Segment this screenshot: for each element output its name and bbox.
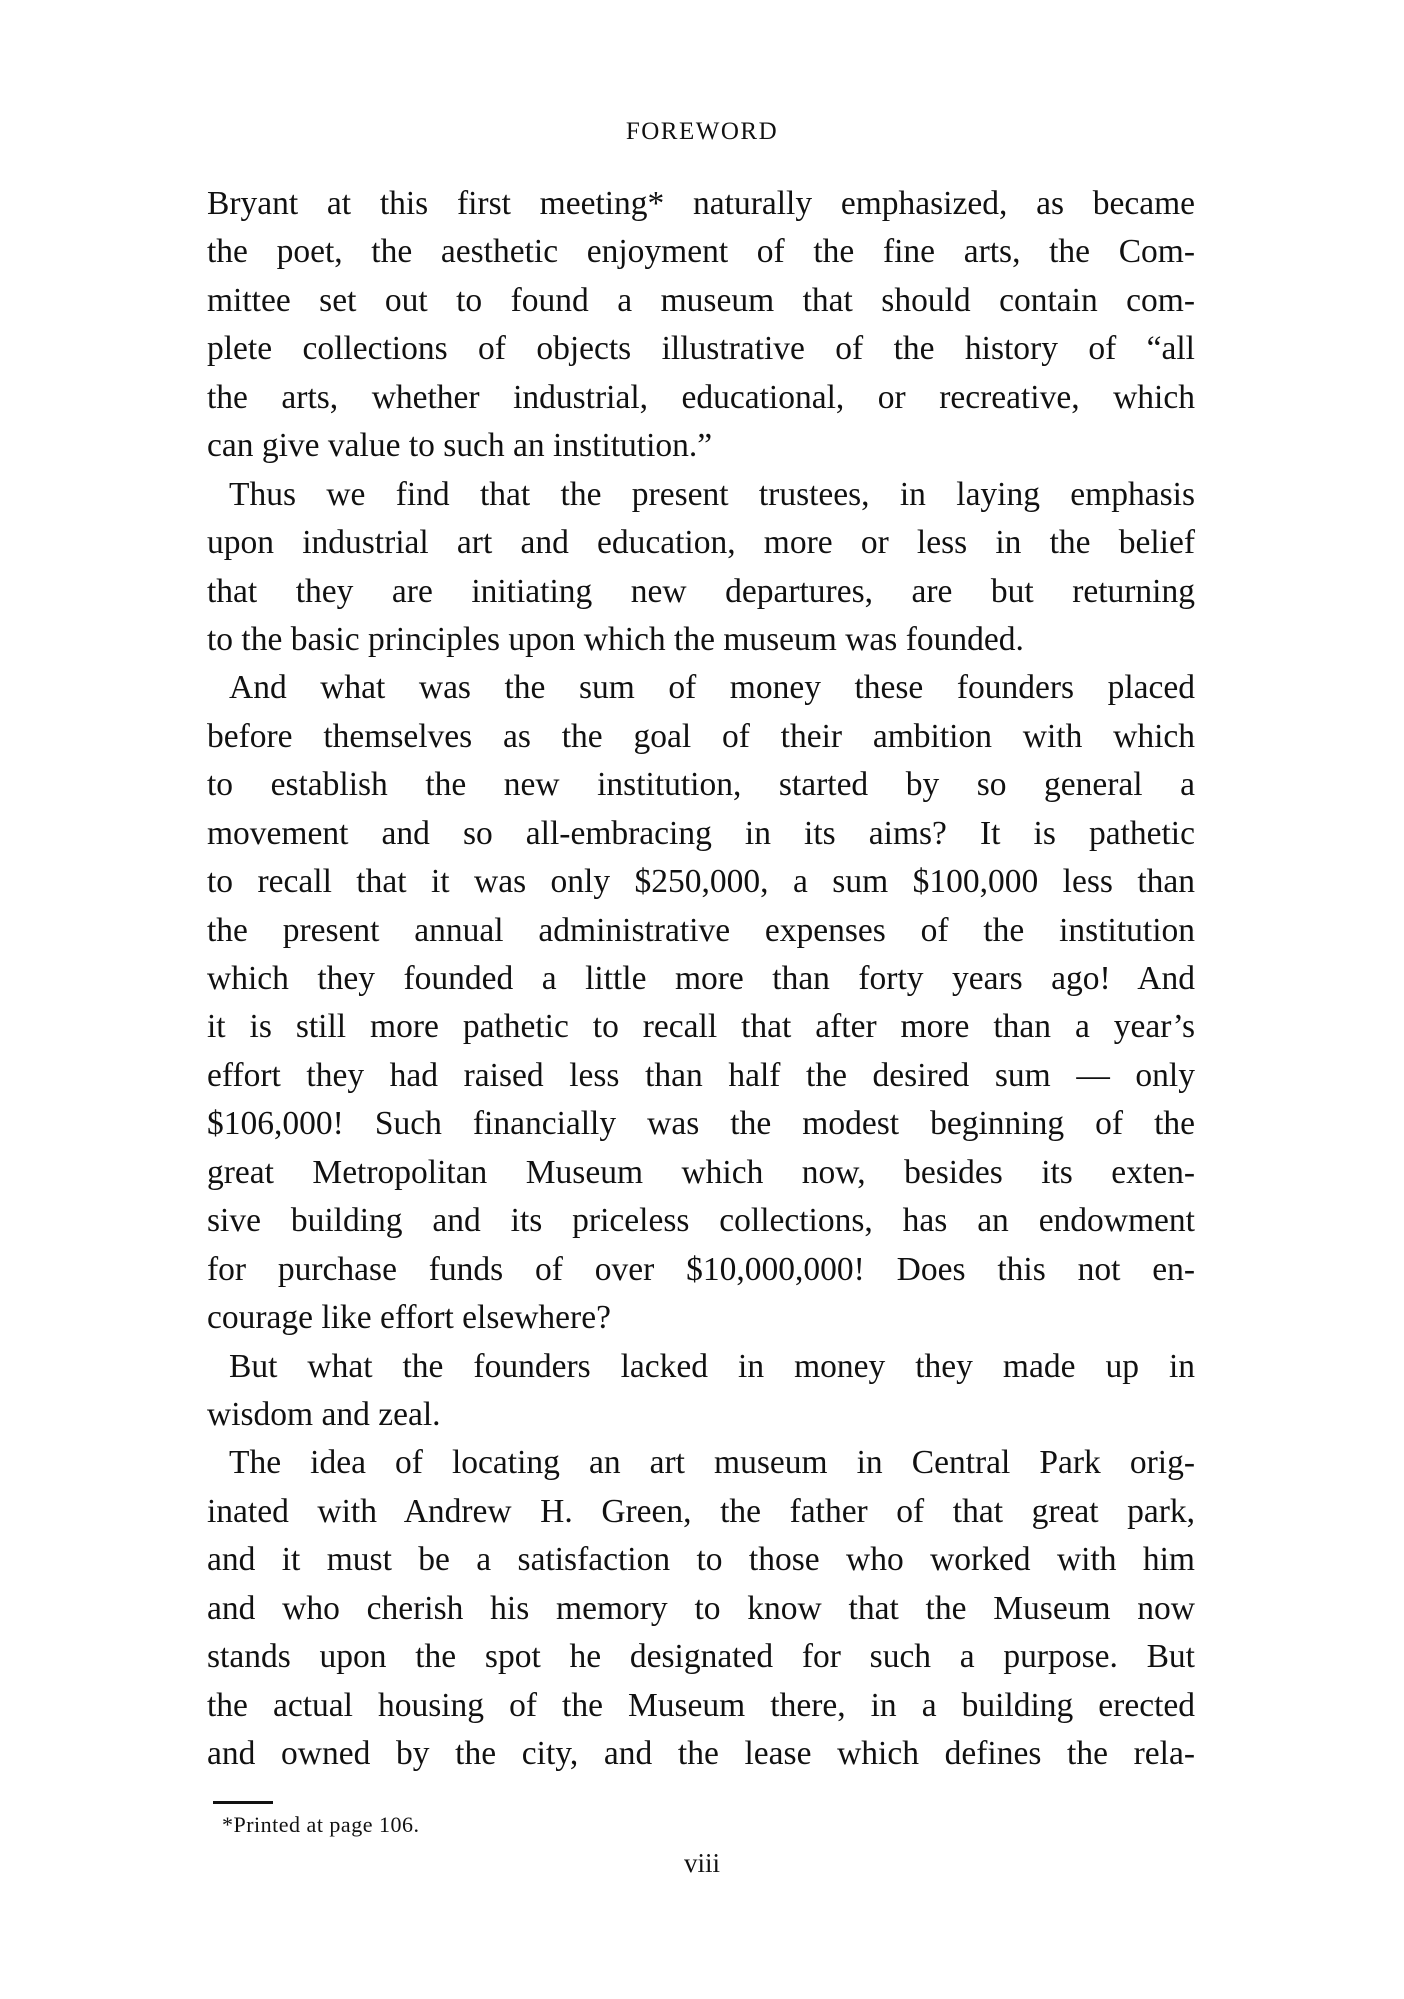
text-line: courage like effort elsewhere? <box>207 1299 611 1337</box>
text-line: and owned by the city, and the lease which defines the rela- <box>207 1735 1195 1772</box>
body-text <box>207 180 1195 1778</box>
page-number: viii <box>683 1848 720 1878</box>
text-line: to the basic principles upon which the museum was founded. <box>207 620 1024 658</box>
text-line: which they founded a little more than forty years ago! And <box>207 960 1195 997</box>
text-line: the arts, whether industrial, educational, or recreative, which <box>207 378 1195 416</box>
footnote-rule <box>213 1801 273 1804</box>
text-line: before themselves as the goal of their ambition with which <box>207 717 1195 755</box>
text-line: the present annual administrative expenses of the institution <box>207 911 1195 949</box>
text-line: But what the founders lacked in money they made up in <box>229 1347 1195 1385</box>
text-line: to recall that it was only $250,000, a sum $100,000 less than <box>207 863 1195 901</box>
text-line: great Metropolitan Museum which now, besides its exten- <box>207 1153 1195 1191</box>
text-line: Bryant at this first meeting* naturally emphasized, as became <box>207 185 1195 222</box>
text-line: the actual housing of the Museum there, in a building erected <box>207 1686 1195 1724</box>
text-line: stands upon the spot he designated for such a purpose. But <box>207 1638 1195 1676</box>
text-line: effort they had raised less than half the desired sum — only <box>207 1056 1195 1094</box>
text-line: and who cherish his memory to know that the Museum now <box>207 1589 1195 1627</box>
text-line: inated with Andrew H. Green, the father of that great park, <box>207 1492 1195 1530</box>
text-line: plete collections of objects illustrative of the history of “all <box>207 330 1195 368</box>
text-line: sive building and its priceless collections, has an endowment <box>207 1202 1195 1240</box>
text-line: Thus we find that the present trustees, in laying emphasis <box>229 475 1195 513</box>
text-line: wisdom and zeal. <box>207 1395 441 1433</box>
text-line: it is still more pathetic to recall that after more than a year’s <box>207 1008 1195 1046</box>
text-line: to establish the new institution, started by so general a <box>207 766 1195 804</box>
text-line: upon industrial art and education, more or less in the belief <box>207 524 1195 562</box>
text-line: the poet, the aesthetic enjoyment of the fine arts, the Com- <box>207 233 1195 271</box>
text-line: for purchase funds of over $10,000,000! Does this not en- <box>207 1250 1195 1288</box>
text-line: and it must be a satisfaction to those who worked with him <box>207 1541 1195 1579</box>
text-line: $106,000! Such financially was the modest beginning of the <box>207 1105 1195 1143</box>
text-line: The idea of locating an art museum in Central Park orig- <box>229 1444 1195 1482</box>
footnote: *Printed at page 106. <box>222 1812 420 1837</box>
running-head: FOREWORD <box>625 118 779 145</box>
text-line: And what was the sum of money these founders placed <box>229 669 1195 707</box>
text-line: mittee set out to found a museum that should contain com- <box>207 281 1195 319</box>
text-line: can give value to such an institution.” <box>207 427 713 465</box>
text-line: movement and so all-embracing in its aims? It is pathetic <box>207 814 1195 852</box>
text-line: that they are initiating new departures, are but returning <box>207 572 1195 610</box>
